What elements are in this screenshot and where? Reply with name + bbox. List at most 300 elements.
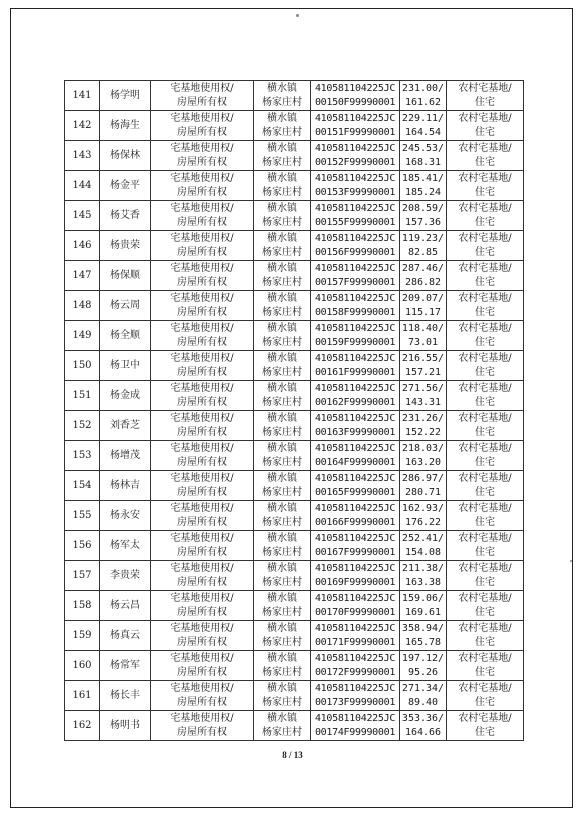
land-use-line: 住宅 — [475, 366, 495, 378]
right-type-cell — [151, 291, 254, 321]
right-type-cell — [151, 351, 254, 381]
area-line: 218.03/ — [401, 442, 445, 454]
location-line: 杨家庄村 — [262, 546, 302, 558]
unit-code-line: 00173F99990001 — [314, 696, 396, 708]
location-cell — [254, 231, 311, 261]
right-type-line: 宅基地使用权/ — [170, 562, 234, 574]
area-line: 164.54 — [404, 126, 442, 138]
unit-code-cell — [311, 201, 400, 231]
right-type-cell — [151, 651, 254, 681]
land-use-cell — [447, 261, 524, 291]
owner-name-cell: 杨全顺 — [100, 321, 151, 351]
land-use-line: 农村宅基地/ — [458, 382, 512, 394]
unit-code-line: 410581104225JC — [314, 592, 396, 604]
right-type-cell — [151, 381, 254, 411]
table-row — [65, 231, 524, 261]
right-type-line: 宅基地使用权/ — [170, 172, 234, 184]
location-cell — [254, 381, 311, 411]
unit-code-cell — [311, 591, 400, 621]
table-row — [65, 111, 524, 141]
location-line: 横水镇 — [267, 412, 297, 424]
area-line: 159.06/ — [401, 592, 445, 604]
land-use-line: 住宅 — [475, 216, 495, 228]
right-type-cell — [151, 231, 254, 261]
unit-code-cell — [311, 231, 400, 261]
land-use-cell — [447, 381, 524, 411]
location-line: 杨家庄村 — [262, 216, 302, 228]
record-number-cell: 146 — [65, 231, 100, 261]
land-use-line: 住宅 — [475, 666, 495, 678]
table-row — [65, 141, 524, 171]
owner-name-cell: 杨云周 — [100, 291, 151, 321]
right-type-line: 宅基地使用权/ — [170, 532, 234, 544]
location-line: 横水镇 — [267, 652, 297, 664]
owner-name-cell: 杨军太 — [100, 531, 151, 561]
area-line: 154.08 — [404, 546, 442, 558]
right-type-line: 房屋所有权 — [177, 666, 227, 678]
owner-name-cell: 杨云昌 — [100, 591, 151, 621]
land-use-line: 农村宅基地/ — [458, 112, 512, 124]
area-cell — [400, 531, 447, 561]
right-type-cell — [151, 411, 254, 441]
right-type-line: 房屋所有权 — [177, 366, 227, 378]
area-cell — [400, 261, 447, 291]
right-type-line: 宅基地使用权/ — [170, 502, 234, 514]
location-line: 杨家庄村 — [262, 456, 302, 468]
land-use-line: 农村宅基地/ — [458, 592, 512, 604]
unit-code-line: 410581104225JC — [314, 562, 396, 574]
unit-code-cell — [311, 411, 400, 441]
land-use-cell — [447, 591, 524, 621]
record-number-cell: 151 — [65, 381, 100, 411]
record-number-cell: 141 — [65, 81, 100, 111]
unit-code-cell — [311, 291, 400, 321]
location-cell — [254, 621, 311, 651]
right-type-cell — [151, 501, 254, 531]
area-line: 231.00/ — [401, 82, 445, 94]
table-row — [65, 501, 524, 531]
location-cell — [254, 591, 311, 621]
location-line: 横水镇 — [267, 232, 297, 244]
area-line: 89.40 — [407, 696, 439, 708]
area-line: 161.62 — [404, 96, 442, 108]
land-use-line: 农村宅基地/ — [458, 562, 512, 574]
unit-code-line: 410581104225JC — [314, 292, 396, 304]
land-use-cell — [447, 441, 524, 471]
area-line: 252.41/ — [401, 532, 445, 544]
table-row — [65, 201, 524, 231]
right-type-line: 宅基地使用权/ — [170, 412, 234, 424]
right-type-line: 房屋所有权 — [177, 96, 227, 108]
land-use-cell — [447, 411, 524, 441]
location-line: 横水镇 — [267, 142, 297, 154]
owner-name-cell: 刘香芝 — [100, 411, 151, 441]
area-cell — [400, 711, 447, 741]
unit-code-line: 410581104225JC — [314, 142, 396, 154]
right-type-line: 房屋所有权 — [177, 276, 227, 288]
right-type-line: 宅基地使用权/ — [170, 112, 234, 124]
location-line: 杨家庄村 — [262, 576, 302, 588]
area-line: 164.66 — [404, 726, 442, 738]
land-use-line: 住宅 — [475, 156, 495, 168]
land-use-line: 农村宅基地/ — [458, 442, 512, 454]
area-line: 165.78 — [404, 636, 442, 648]
area-line: 169.61 — [404, 606, 442, 618]
location-line: 横水镇 — [267, 532, 297, 544]
area-line: 353.36/ — [401, 712, 445, 724]
location-cell — [254, 501, 311, 531]
record-number-cell: 143 — [65, 141, 100, 171]
table-row — [65, 411, 524, 441]
land-use-line: 住宅 — [475, 306, 495, 318]
unit-code-line: 410581104225JC — [314, 652, 396, 664]
location-line: 横水镇 — [267, 112, 297, 124]
land-use-line: 农村宅基地/ — [458, 532, 512, 544]
table-row — [65, 621, 524, 651]
right-type-line: 宅基地使用权/ — [170, 712, 234, 724]
owner-name-cell: 杨保林 — [100, 141, 151, 171]
unit-code-cell — [311, 141, 400, 171]
area-line: 287.46/ — [401, 262, 445, 274]
unit-code-line: 410581104225JC — [314, 622, 396, 634]
land-use-line: 农村宅基地/ — [458, 322, 512, 334]
right-type-line: 宅基地使用权/ — [170, 652, 234, 664]
right-type-line: 房屋所有权 — [177, 696, 227, 708]
unit-code-cell — [311, 381, 400, 411]
owner-name-cell: 杨明书 — [100, 711, 151, 741]
record-number-cell: 157 — [65, 561, 100, 591]
location-cell — [254, 81, 311, 111]
table-row — [65, 561, 524, 591]
unit-code-line: 00151F99990001 — [314, 126, 396, 138]
land-use-line: 住宅 — [475, 426, 495, 438]
unit-code-line: 410581104225JC — [314, 202, 396, 214]
land-use-line: 农村宅基地/ — [458, 262, 512, 274]
land-use-cell — [447, 621, 524, 651]
unit-code-cell — [311, 561, 400, 591]
location-line: 杨家庄村 — [262, 156, 302, 168]
area-cell — [400, 141, 447, 171]
location-line: 杨家庄村 — [262, 96, 302, 108]
unit-code-cell — [311, 531, 400, 561]
right-type-line: 宅基地使用权/ — [170, 592, 234, 604]
unit-code-cell — [311, 441, 400, 471]
location-cell — [254, 411, 311, 441]
right-type-cell — [151, 171, 254, 201]
land-use-line: 农村宅基地/ — [458, 292, 512, 304]
area-line: 176.22 — [404, 516, 442, 528]
location-line: 横水镇 — [267, 682, 297, 694]
area-line: 229.11/ — [401, 112, 445, 124]
unit-code-line: 00157F99990001 — [314, 276, 396, 288]
record-number-cell: 148 — [65, 291, 100, 321]
table-row — [65, 711, 524, 741]
right-type-line: 宅基地使用权/ — [170, 292, 234, 304]
location-line: 杨家庄村 — [262, 666, 302, 678]
location-line: 杨家庄村 — [262, 126, 302, 138]
land-use-cell — [447, 561, 524, 591]
right-type-line: 宅基地使用权/ — [170, 262, 234, 274]
area-line: 163.38 — [404, 576, 442, 588]
area-cell — [400, 501, 447, 531]
area-line: 119.23/ — [401, 232, 445, 244]
land-use-cell — [447, 81, 524, 111]
owner-name-cell: 杨林吉 — [100, 471, 151, 501]
unit-code-line: 410581104225JC — [314, 382, 396, 394]
land-use-line: 住宅 — [475, 516, 495, 528]
owner-name-cell: 杨保顺 — [100, 261, 151, 291]
location-line: 横水镇 — [267, 262, 297, 274]
area-line: 271.34/ — [401, 682, 445, 694]
right-type-line: 房屋所有权 — [177, 516, 227, 528]
unit-code-line: 00170F99990001 — [314, 606, 396, 618]
location-cell — [254, 321, 311, 351]
area-line: 280.71 — [404, 486, 442, 498]
table-row — [65, 81, 524, 111]
unit-code-line: 410581104225JC — [314, 682, 396, 694]
table-row — [65, 171, 524, 201]
right-type-line: 宅基地使用权/ — [170, 682, 234, 694]
location-cell — [254, 261, 311, 291]
land-use-line: 农村宅基地/ — [458, 232, 512, 244]
table-row — [65, 591, 524, 621]
records-table — [64, 80, 524, 741]
land-use-cell — [447, 171, 524, 201]
land-use-line: 住宅 — [475, 726, 495, 738]
record-number-cell: 152 — [65, 411, 100, 441]
land-use-line: 住宅 — [475, 186, 495, 198]
area-line: 168.31 — [404, 156, 442, 168]
area-cell — [400, 351, 447, 381]
area-cell — [400, 681, 447, 711]
area-line: 271.56/ — [401, 382, 445, 394]
land-use-cell — [447, 501, 524, 531]
location-line: 横水镇 — [267, 352, 297, 364]
record-number-cell: 161 — [65, 681, 100, 711]
location-line: 杨家庄村 — [262, 726, 302, 738]
area-line: 185.24 — [404, 186, 442, 198]
unit-code-line: 410581104225JC — [314, 412, 396, 424]
land-use-cell — [447, 141, 524, 171]
land-use-line: 农村宅基地/ — [458, 502, 512, 514]
unit-code-cell — [311, 621, 400, 651]
location-line: 横水镇 — [267, 292, 297, 304]
location-cell — [254, 711, 311, 741]
owner-name-cell: 杨学明 — [100, 81, 151, 111]
unit-code-line: 00164F99990001 — [314, 456, 396, 468]
area-cell — [400, 171, 447, 201]
unit-code-cell — [311, 111, 400, 141]
right-type-cell — [151, 111, 254, 141]
unit-code-cell — [311, 81, 400, 111]
owner-name-cell: 杨海生 — [100, 111, 151, 141]
unit-code-line: 00171F99990001 — [314, 636, 396, 648]
land-use-line: 住宅 — [475, 546, 495, 558]
land-use-line: 住宅 — [475, 576, 495, 588]
unit-code-line: 410581104225JC — [314, 112, 396, 124]
land-use-line: 住宅 — [475, 246, 495, 258]
record-number-cell: 160 — [65, 651, 100, 681]
unit-code-line: 410581104225JC — [314, 712, 396, 724]
owner-name-cell: 杨长丰 — [100, 681, 151, 711]
owner-name-cell: 杨金成 — [100, 381, 151, 411]
area-cell — [400, 381, 447, 411]
right-type-line: 宅基地使用权/ — [170, 472, 234, 484]
right-type-line: 房屋所有权 — [177, 486, 227, 498]
table-row — [65, 381, 524, 411]
record-number-cell: 162 — [65, 711, 100, 741]
land-use-cell — [447, 111, 524, 141]
unit-code-line: 410581104225JC — [314, 82, 396, 94]
right-type-cell — [151, 261, 254, 291]
location-cell — [254, 291, 311, 321]
land-use-line: 农村宅基地/ — [458, 472, 512, 484]
record-number-cell: 149 — [65, 321, 100, 351]
area-line: 245.53/ — [401, 142, 445, 154]
location-line: 横水镇 — [267, 592, 297, 604]
land-use-cell — [447, 231, 524, 261]
location-line: 横水镇 — [267, 712, 297, 724]
table-row — [65, 441, 524, 471]
land-use-line: 住宅 — [475, 276, 495, 288]
unit-code-line: 00156F99990001 — [314, 246, 396, 258]
table-row — [65, 291, 524, 321]
unit-code-line: 410581104225JC — [314, 442, 396, 454]
land-use-line: 农村宅基地/ — [458, 712, 512, 724]
unit-code-line: 410581104225JC — [314, 502, 396, 514]
right-type-line: 宅基地使用权/ — [170, 622, 234, 634]
unit-code-line: 00158F99990001 — [314, 306, 396, 318]
unit-code-line: 410581104225JC — [314, 232, 396, 244]
right-type-line: 房屋所有权 — [177, 426, 227, 438]
location-line: 横水镇 — [267, 622, 297, 634]
right-type-cell — [151, 471, 254, 501]
right-type-line: 宅基地使用权/ — [170, 322, 234, 334]
area-line: 73.01 — [407, 336, 439, 348]
unit-code-line: 00163F99990001 — [314, 426, 396, 438]
unit-code-cell — [311, 681, 400, 711]
right-type-line: 房屋所有权 — [177, 246, 227, 258]
land-use-line: 农村宅基地/ — [458, 652, 512, 664]
area-line: 163.20 — [404, 456, 442, 468]
land-use-cell — [447, 321, 524, 351]
area-line: 209.07/ — [401, 292, 445, 304]
location-cell — [254, 561, 311, 591]
unit-code-cell — [311, 711, 400, 741]
location-line: 杨家庄村 — [262, 276, 302, 288]
location-line: 杨家庄村 — [262, 636, 302, 648]
area-cell — [400, 651, 447, 681]
unit-code-line: 00174F99990001 — [314, 726, 396, 738]
right-type-line: 房屋所有权 — [177, 456, 227, 468]
right-type-line: 房屋所有权 — [177, 186, 227, 198]
area-cell — [400, 411, 447, 441]
land-use-line: 住宅 — [475, 336, 495, 348]
location-line: 横水镇 — [267, 172, 297, 184]
unit-code-line: 00150F99990001 — [314, 96, 396, 108]
location-cell — [254, 171, 311, 201]
location-cell — [254, 441, 311, 471]
land-use-line: 住宅 — [475, 696, 495, 708]
area-line: 118.40/ — [401, 322, 445, 334]
location-line: 横水镇 — [267, 322, 297, 334]
record-number-cell: 150 — [65, 351, 100, 381]
area-line: 185.41/ — [401, 172, 445, 184]
location-line: 杨家庄村 — [262, 366, 302, 378]
unit-code-line: 00159F99990001 — [314, 336, 396, 348]
land-use-cell — [447, 201, 524, 231]
area-cell — [400, 81, 447, 111]
table-row — [65, 681, 524, 711]
unit-code-line: 410581104225JC — [314, 532, 396, 544]
unit-code-cell — [311, 171, 400, 201]
location-line: 杨家庄村 — [262, 426, 302, 438]
area-line: 211.38/ — [401, 562, 445, 574]
land-use-line: 住宅 — [475, 456, 495, 468]
unit-code-cell — [311, 471, 400, 501]
area-cell — [400, 321, 447, 351]
record-number-cell: 147 — [65, 261, 100, 291]
location-cell — [254, 141, 311, 171]
right-type-line: 房屋所有权 — [177, 336, 227, 348]
table-row — [65, 321, 524, 351]
right-type-cell — [151, 561, 254, 591]
page-number: 8 / 13 — [282, 750, 303, 760]
record-number-cell: 153 — [65, 441, 100, 471]
location-line: 横水镇 — [267, 502, 297, 514]
area-line: 197.12/ — [401, 652, 445, 664]
unit-code-cell — [311, 261, 400, 291]
location-cell — [254, 531, 311, 561]
land-use-line: 农村宅基地/ — [458, 82, 512, 94]
land-use-cell — [447, 711, 524, 741]
location-line: 杨家庄村 — [262, 486, 302, 498]
right-type-line: 房屋所有权 — [177, 546, 227, 558]
area-cell — [400, 471, 447, 501]
land-use-cell — [447, 291, 524, 321]
area-cell — [400, 111, 447, 141]
land-use-line: 农村宅基地/ — [458, 682, 512, 694]
land-use-line: 住宅 — [475, 636, 495, 648]
land-use-line: 农村宅基地/ — [458, 622, 512, 634]
right-type-line: 宅基地使用权/ — [170, 202, 234, 214]
unit-code-line: 00162F99990001 — [314, 396, 396, 408]
owner-name-cell: 李贵荣 — [100, 561, 151, 591]
area-line: 115.17 — [404, 306, 442, 318]
unit-code-line: 00152F99990001 — [314, 156, 396, 168]
record-number-cell: 144 — [65, 171, 100, 201]
unit-code-cell — [311, 651, 400, 681]
area-line: 216.55/ — [401, 352, 445, 364]
land-use-cell — [447, 351, 524, 381]
location-line: 杨家庄村 — [262, 186, 302, 198]
area-cell — [400, 441, 447, 471]
area-line: 286.97/ — [401, 472, 445, 484]
right-type-line: 房屋所有权 — [177, 636, 227, 648]
right-type-line: 房屋所有权 — [177, 726, 227, 738]
area-cell — [400, 561, 447, 591]
table-row — [65, 651, 524, 681]
unit-code-cell — [311, 501, 400, 531]
unit-code-line: 00166F99990001 — [314, 516, 396, 528]
land-use-cell — [447, 681, 524, 711]
scan-speck — [296, 14, 299, 17]
location-line: 横水镇 — [267, 82, 297, 94]
area-line: 143.31 — [404, 396, 442, 408]
unit-code-line: 00153F99990001 — [314, 186, 396, 198]
right-type-cell — [151, 591, 254, 621]
unit-code-line: 00161F99990001 — [314, 366, 396, 378]
